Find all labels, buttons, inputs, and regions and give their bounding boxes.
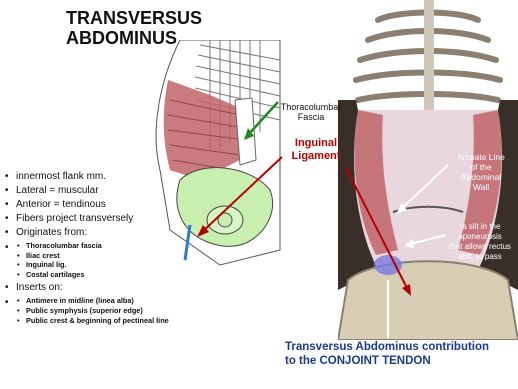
caption-line-1: Transversus Abdominus contribution <box>285 341 490 353</box>
bullet-item: • Lateral = muscular <box>4 184 169 198</box>
conjoint-tendon-caption <box>285 340 489 368</box>
bullet-item: • Originates from: <box>4 226 169 240</box>
origin-item: • • Thoracolumbar fascia <box>4 241 169 251</box>
aponeurosis-slit-label <box>442 222 518 262</box>
arcuate-line-label <box>444 152 518 192</box>
arcuate-label-line-1: Arcuate Line <box>457 152 505 162</box>
arcuate-label-line-3: Abdominal <box>460 172 502 182</box>
insert-item: • • Antimere in midline (linea alba) <box>4 296 169 306</box>
inserts-container <box>4 296 169 325</box>
origin-item: • Inguinal lig. <box>4 260 169 270</box>
caption-line-2: to the CONJOINT TENDON <box>285 355 431 367</box>
thoracolumbar-fascia-label <box>276 102 346 122</box>
slit-label-line-3: that allows rectus <box>449 242 511 251</box>
origin-item: • Costal cartilages <box>4 270 169 280</box>
inserts-heading: • Inserts on: <box>4 281 169 295</box>
origins-list <box>4 241 169 279</box>
thoracolumbar-label-line-1: Thoracolumbar <box>280 102 342 112</box>
insert-item: • Public symphysis (superior edge) <box>4 306 169 316</box>
inguinal-label-line-1: Inguinal <box>294 137 338 149</box>
slit-label-line-4: abd. to pass <box>458 252 502 261</box>
insert-item: • Public crest & beginning of pectineal line <box>4 316 169 326</box>
thoracolumbar-label-line-2: Fascia <box>297 112 325 122</box>
bullet-item: • Anterior = tendinous <box>4 198 169 212</box>
title-line-1: TRANSVERSUS <box>66 8 203 28</box>
title-line-2: ABDOMINUS <box>66 28 177 48</box>
slit-label-line-1: -a slit in the <box>459 222 501 231</box>
origins-container <box>4 241 169 279</box>
inguinal-ligament-label <box>282 137 350 163</box>
arcuate-label-line-4: Wall <box>472 182 490 192</box>
bullet-item: • Fibers project transversely <box>4 212 169 226</box>
inserts-list <box>4 296 169 325</box>
pelvis-front <box>338 261 518 340</box>
origin-item: • Iliac crest <box>4 251 169 261</box>
arcuate-label-line-2: of the <box>470 162 492 172</box>
inguinal-label-line-2: Ligament <box>291 150 341 162</box>
bullet-item: • innermost flank mm. <box>4 170 169 184</box>
slit-label-line-2: aponeurosis <box>458 232 502 241</box>
muscle-facts-list <box>4 170 169 327</box>
